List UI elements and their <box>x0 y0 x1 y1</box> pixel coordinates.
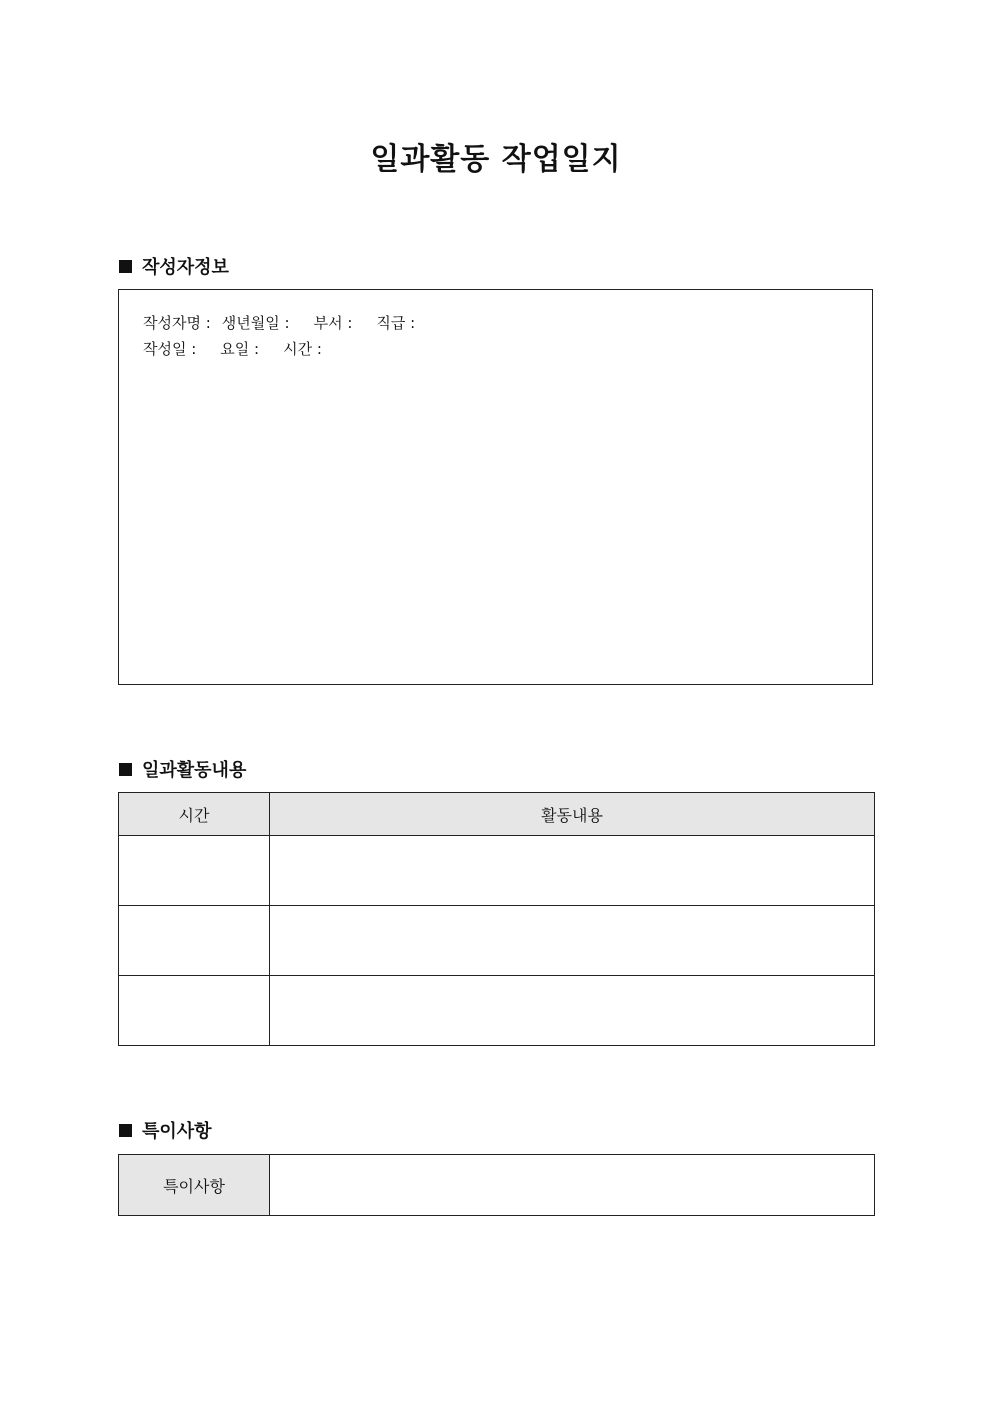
document-title: 일과활동 작업일지 <box>370 142 622 177</box>
column-header-time: 시간 <box>119 793 270 836</box>
activity-cell[interactable] <box>270 906 875 976</box>
writer-info-row-1 <box>143 310 872 336</box>
time-cell[interactable] <box>119 906 270 976</box>
section-heading-notes <box>119 1117 212 1143</box>
square-bullet-icon <box>119 1124 132 1137</box>
birth-date-label: 생년월일 : <box>221 314 290 332</box>
notes-label-cell: 특이사항 <box>119 1155 270 1216</box>
department-label: 부서 : <box>313 314 353 332</box>
table-row <box>119 906 875 976</box>
time-cell[interactable] <box>119 976 270 1046</box>
section-heading-label: 특이사항 <box>142 1121 212 1142</box>
write-date-label: 작성일 : <box>143 340 197 358</box>
writer-info-box <box>118 289 873 685</box>
notes-value-cell[interactable] <box>270 1155 875 1216</box>
section-heading-activity <box>119 756 246 782</box>
table-header-row <box>119 793 875 836</box>
writer-info-row-2 <box>143 336 872 362</box>
position-label: 직급 : <box>376 314 416 332</box>
time-label: 시간 : <box>283 340 322 358</box>
activity-cell[interactable] <box>270 836 875 906</box>
notes-table <box>118 1154 875 1216</box>
time-cell[interactable] <box>119 836 270 906</box>
section-heading-label: 일과활동내용 <box>142 760 247 781</box>
square-bullet-icon <box>119 763 132 776</box>
column-header-activity: 활동내용 <box>270 793 875 836</box>
activity-table <box>118 792 875 1046</box>
writer-name-label: 작성자명 : <box>143 314 211 332</box>
section-heading-writer-info <box>119 253 229 279</box>
table-row <box>119 1155 875 1216</box>
weekday-label: 요일 : <box>220 340 260 358</box>
square-bullet-icon <box>119 260 132 273</box>
table-row <box>119 836 875 906</box>
activity-cell[interactable] <box>270 976 875 1046</box>
section-heading-label: 작성자정보 <box>142 257 229 278</box>
table-row <box>119 976 875 1046</box>
